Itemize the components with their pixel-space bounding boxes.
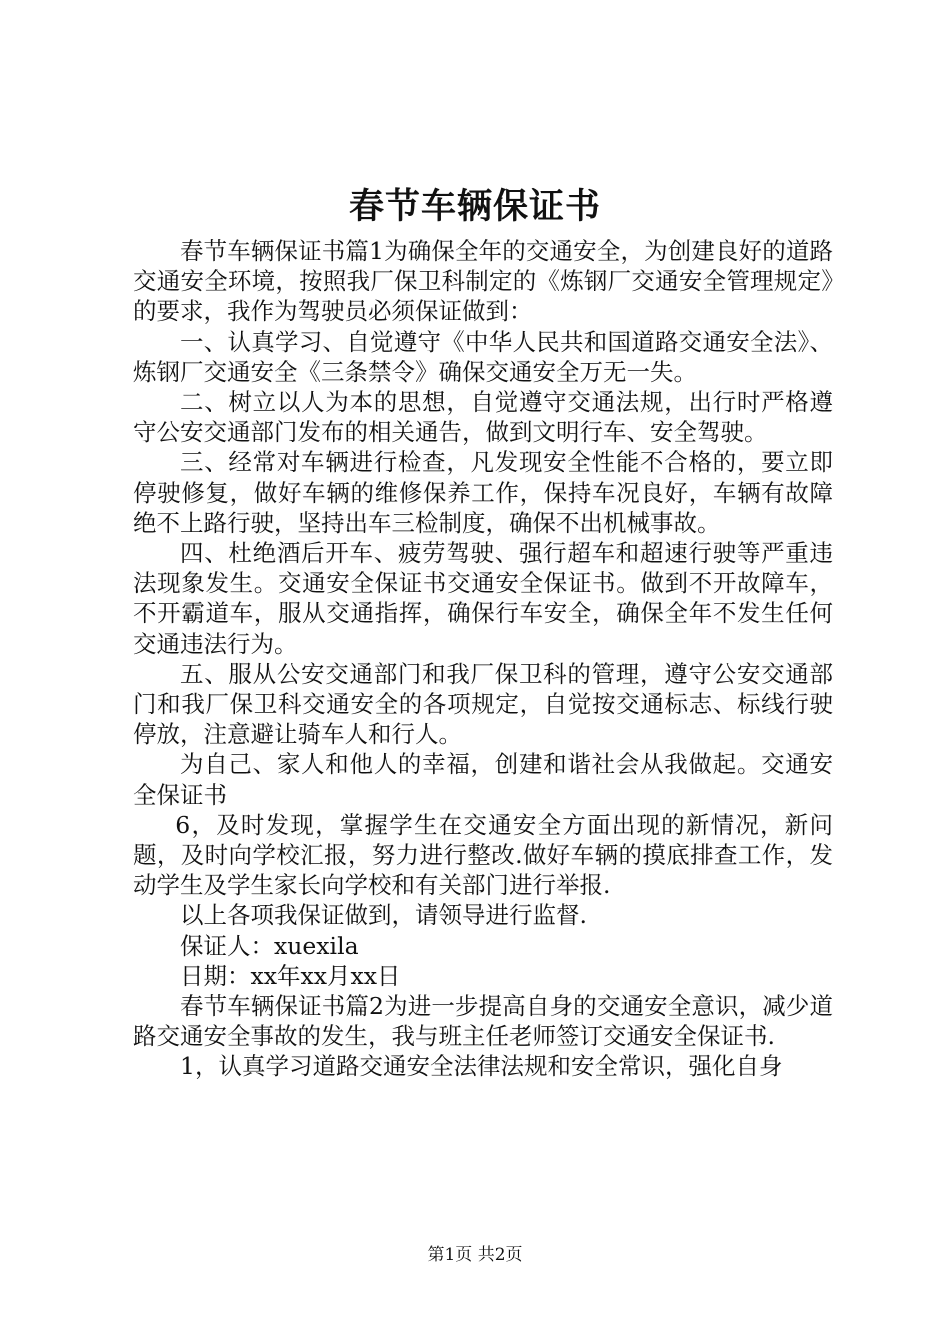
paragraph: 春节车辆保证书篇2为进一步提高自身的交通安全意识，减少道路交通安全事故的发生，我与班主任老师签订交通安全保证书. — [133, 992, 833, 1051]
document-body — [133, 236, 833, 1082]
paragraph: 五、服从公安交通部门和我厂保卫科的管理，遵守公安交通部门和我厂保卫科交通安全的各项规定，自觉按交通标志、标线行驶停放，注意避让骑车人和行人。 — [133, 659, 833, 749]
paragraph: 春节车辆保证书篇1为确保全年的交通安全，为创建良好的道路交通安全环境，按照我厂保卫科制定的《炼钢厂交通安全管理规定》的要求，我作为驾驶员必须保证做到： — [133, 237, 833, 326]
paragraph: 6，及时发现，掌握学生在交通安全方面出现的新情况，新问题，及时向学校汇报，努力进行整改.做好车辆的摸底排查工作，发动学生及学生家长向学校和有关部门进行举报. — [133, 810, 833, 900]
page-footer: 第1页 共2页 — [427, 1245, 523, 1265]
paragraph: 二、树立以人为本的思想，自觉遵守交通法规，出行时严格遵守公安交通部门发布的相关通告，做到文明行车、安全驾驶。 — [133, 388, 833, 447]
paragraph: 一、认真学习、自觉遵守《中华人民共和国道路交通安全法》、炼钢厂交通安全《三条禁令》确保交通安全万无一失。 — [133, 327, 833, 386]
paragraph: 1，认真学习道路交通安全法律法规和安全常识，强化自身 — [180, 1052, 783, 1081]
paragraph: 为自己、家人和他人的幸福，创建和谐社会从我做起。交通安全保证书 — [133, 750, 833, 809]
date-line: 日期：xx年xx月xx日 — [180, 961, 401, 990]
paragraph: 四、杜绝酒后开车、疲劳驾驶、强行超车和超速行驶等严重违法现象发生。交通安全保证书交通安全保证书。做到不开故障车，不开霸道车，服从交通指挥，确保行车安全，确保全年不发生任何交通违法行为。 — [133, 539, 833, 658]
guarantor-line: 保证人：xuexila — [180, 931, 359, 960]
paragraph: 三、经常对车辆进行检查，凡发现安全性能不合格的，要立即停驶修复，做好车辆的维修保养工作，保持车况良好，车辆有故障绝不上路行驶，坚持出车三检制度，确保不出机械事故。 — [133, 448, 833, 537]
document-title: 春节车辆保证书 — [348, 186, 601, 227]
paragraph: 以上各项我保证做到，请领导进行监督. — [180, 901, 587, 930]
